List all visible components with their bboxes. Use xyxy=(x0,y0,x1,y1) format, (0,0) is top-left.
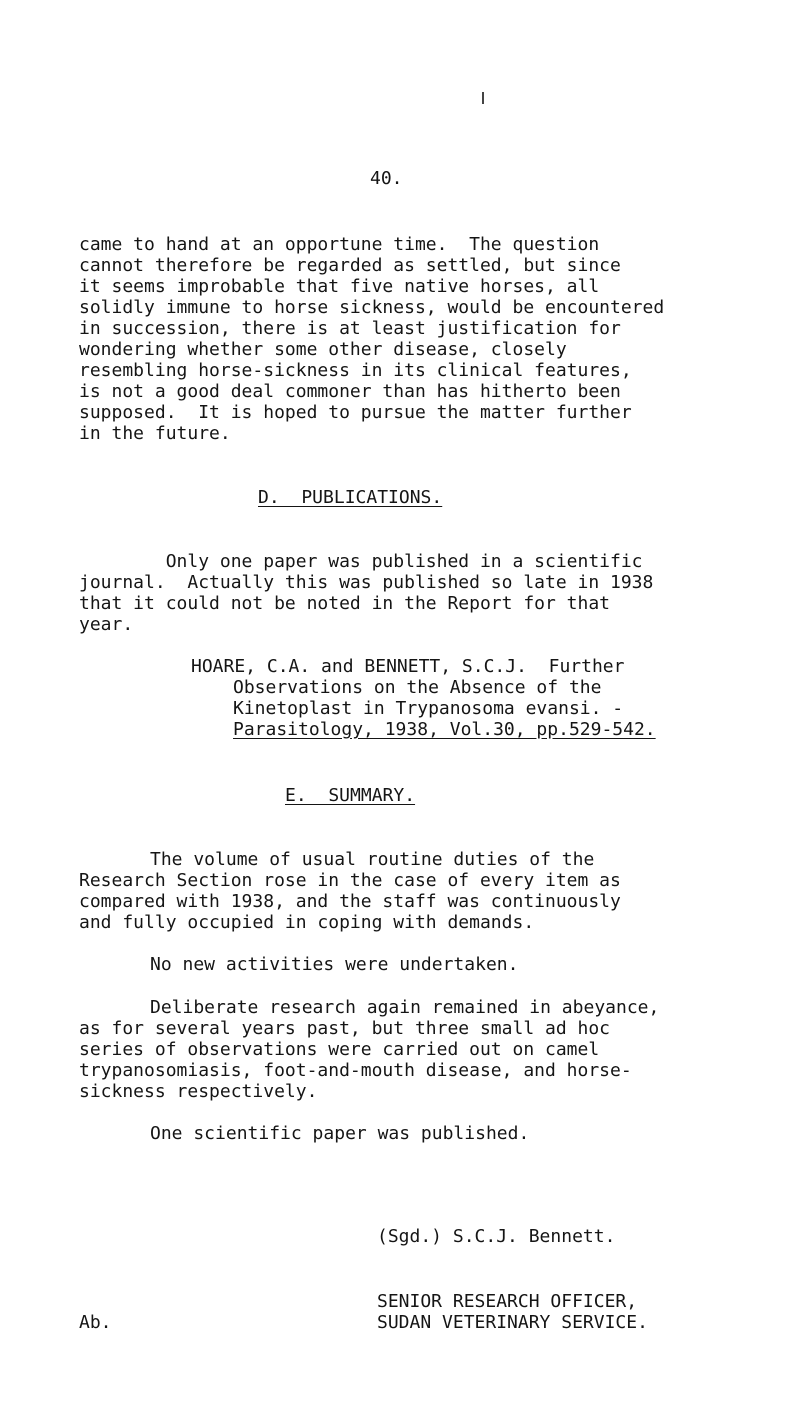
page-number: 40. xyxy=(370,168,403,189)
text-line: trypanosomiasis, foot-and-mouth disease, and horse- xyxy=(79,1060,632,1081)
text-line: Research Section rose in the case of every item as xyxy=(79,870,621,891)
reference-line: HOARE, C.A. and BENNETT, S.C.J. Further xyxy=(191,656,625,677)
text-line: resembling horse-sickness in its clinical features, xyxy=(79,360,632,381)
reference-line: Parasitology, 1938, Vol.30, pp.529-542. xyxy=(233,719,656,740)
reference-line: Observations on the Absence of the xyxy=(233,677,602,698)
text-line: in succession, there is at least justification for xyxy=(79,318,621,339)
signature: (Sgd.) S.C.J. Bennett. xyxy=(377,1226,616,1247)
text-line: as for several years past, but three small ad hoc xyxy=(79,1018,611,1039)
text-line: sickness respectively. xyxy=(79,1081,318,1102)
section-e-heading: E. SUMMARY. xyxy=(285,785,416,806)
text-line: solidly immune to horse sickness, would be encountered xyxy=(79,297,665,318)
text-line: The volume of usual routine duties of the xyxy=(150,849,595,870)
text-line: came to hand at an opportune time. The question xyxy=(79,234,600,255)
signatory-organisation: SUDAN VETERINARY SERVICE. xyxy=(377,1312,648,1333)
text-line: Deliberate research again remained in abeyance, xyxy=(150,997,660,1018)
text-line: supposed. It is hoped to pursue the matter further xyxy=(79,402,632,423)
reference-line: Kinetoplast in Trypanosoma evansi. - xyxy=(233,698,624,719)
text-line: that it could not be noted in the Report for that xyxy=(79,593,611,614)
text-line: cannot therefore be regarded as settled, but since xyxy=(79,255,621,276)
section-d-heading: D. PUBLICATIONS. xyxy=(258,487,443,508)
text-line: Only one paper was published in a scientific xyxy=(79,551,643,572)
text-line: is not a good deal commoner than has hitherto been xyxy=(79,381,621,402)
summary-paragraph-4: One scientific paper was published. xyxy=(150,1123,530,1144)
text-line: wondering whether some other disease, closely xyxy=(79,339,567,360)
text-line: series of observations were carried out on camel xyxy=(79,1039,600,1060)
text-line: it seems improbable that five native horses, all xyxy=(79,276,600,297)
signatory-title: SENIOR RESEARCH OFFICER, xyxy=(377,1291,638,1312)
typist-initials: Ab. xyxy=(79,1312,112,1333)
stray-mark xyxy=(482,92,484,104)
text-line: and fully occupied in coping with demands. xyxy=(79,912,535,933)
text-line: in the future. xyxy=(79,423,231,444)
summary-paragraph-2: No new activities were undertaken. xyxy=(150,954,519,975)
text-line: journal. Actually this was published so late in 1938 xyxy=(79,572,654,593)
text-line: year. xyxy=(79,614,134,635)
text-line: compared with 1938, and the staff was continuously xyxy=(79,891,621,912)
